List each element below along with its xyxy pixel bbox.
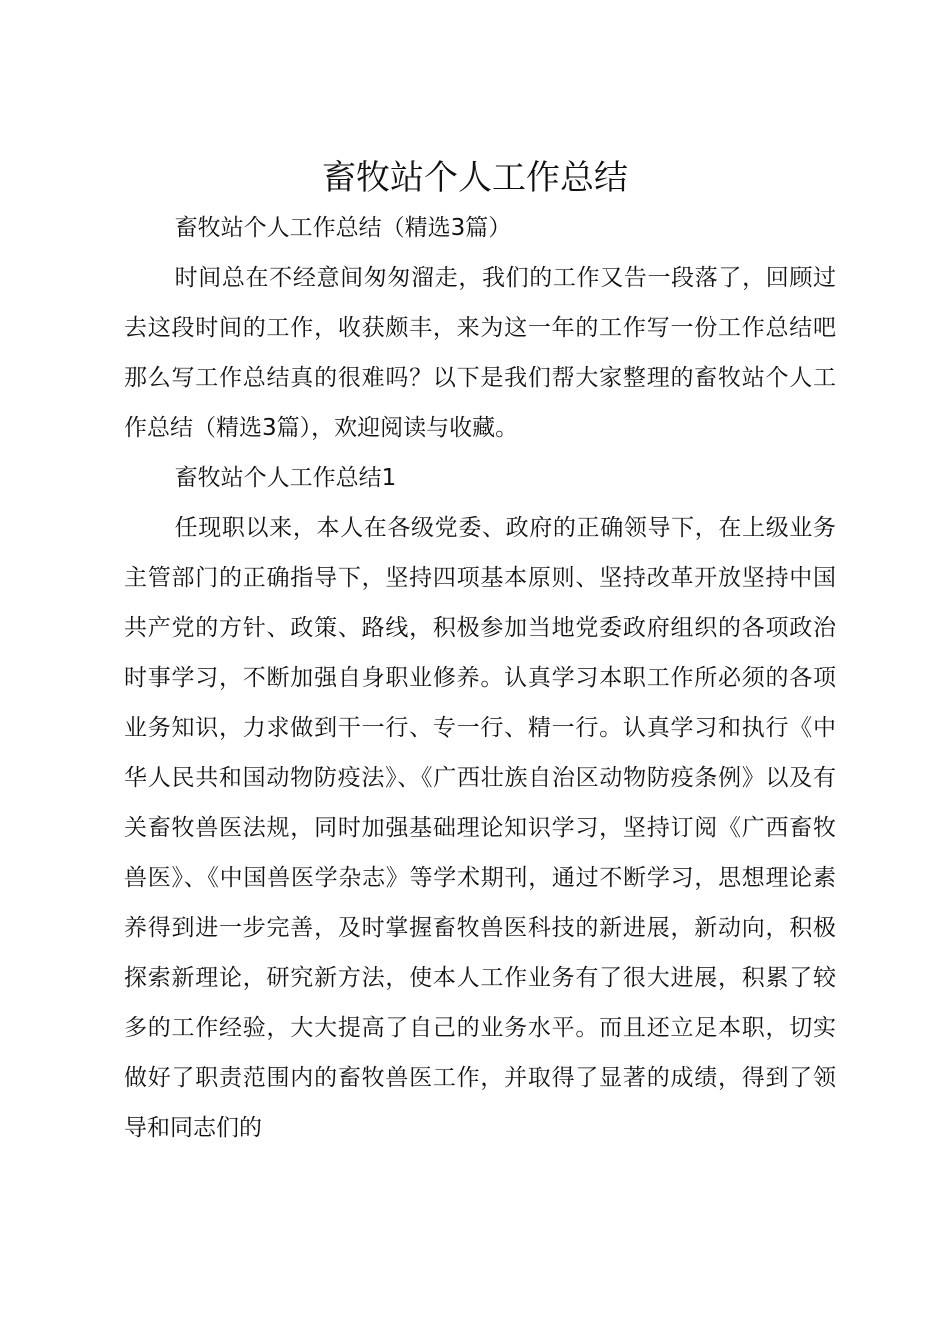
intro-paragraph: 时间总在不经意间匆匆溜走，我们的工作又告一段落了，回顾过去这段时间的工作，收获颇丰，来为这一年的工作写一份工作总结吧那么写工作总结真的很难吗？以下是我们帮大家整理的畜牧站个人工作总结（精选3篇），欢迎阅读与收藏。 — [124, 265, 836, 441]
document-body — [124, 203, 836, 1153]
section-heading: 畜牧站个人工作总结1 — [174, 465, 397, 491]
document-title: 畜牧站个人工作总结 — [322, 158, 628, 198]
subtitle-paragraph: 畜牧站个人工作总结（精选3篇） — [174, 215, 512, 241]
body-paragraph: 任现职以来，本人在各级党委、政府的正确领导下，在上级业务主管部门的正确指导下，坚持四项基本原则、坚持改革开放坚持中国共产党的方针、政策、路线，积极参加当地党委政府组织的各项政治时事学习，不断加强自身职业修养。认真学习本职工作所必须的各项业务知识，力求做到干一行、专一行、精一行。认真学习和执行《中华人民共和国动物防疫法》、《广西壮族自治区动物防疫条例》以及有关畜牧兽医法规，同时加强基础理论知识学习，坚持订阅《广西畜牧兽医》、《中国兽医学杂志》等学术期刊，通过不断学习，思想理论素养得到进一步完善，及时掌握畜牧兽医科技的新进展，新动向，积极探索新理论，研究新方法，使本人工作业务有了很大进展，积累了较多的工作经验，大大提高了自己的业务水平。而且还立足本职，切实做好了职责范围内的畜牧兽医工作，并取得了显著的成绩，得到了领导和同志们的 — [124, 515, 836, 1141]
